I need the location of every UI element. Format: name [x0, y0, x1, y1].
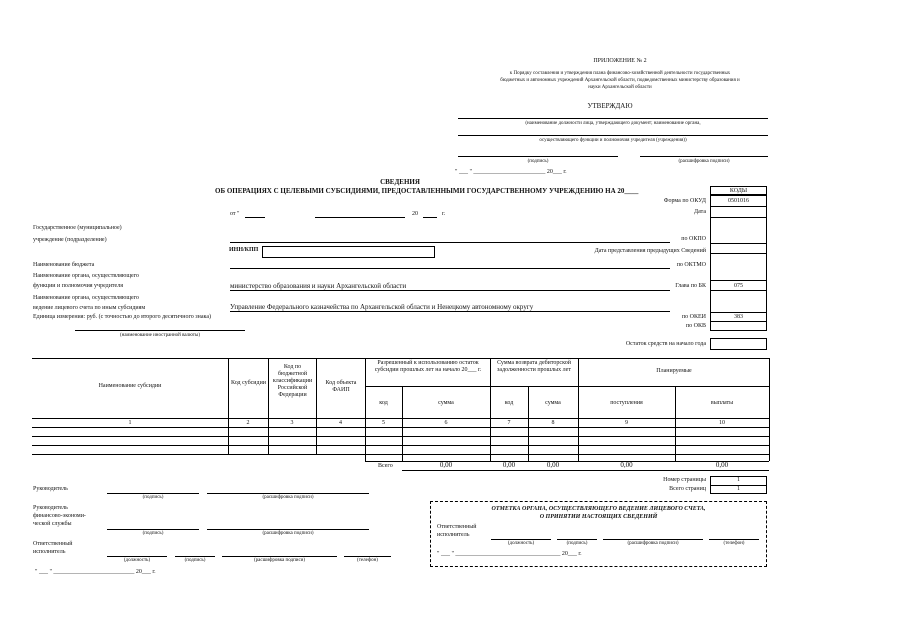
col-num-3: 3	[290, 420, 294, 426]
codes-header: КОДЫ	[729, 188, 748, 194]
approve-line-2	[458, 135, 768, 136]
balance-field[interactable]	[710, 338, 767, 350]
page-number: 1	[737, 477, 740, 483]
inst-line	[230, 242, 670, 243]
th-code-sub: код	[379, 400, 388, 406]
approve-caption-1: (наименование должности лица, утверждающего документ; наименование органа,	[525, 121, 701, 126]
currency-caption: (наименование иностранной валюты)	[120, 333, 200, 338]
appendix-title: ПРИЛОЖЕНИЕ № 2	[593, 58, 647, 64]
stamp-sign-caption: (подпись)	[566, 541, 588, 546]
okud-label: Форма по ОКУД	[663, 198, 706, 204]
exec-name-caption: (расшифровка подписи)	[253, 558, 306, 563]
total-col-8: 0,00	[546, 461, 560, 469]
organ-line	[230, 290, 670, 291]
th-sum-sub: сумма	[438, 400, 454, 406]
col-num-10: 10	[719, 420, 725, 426]
stamp-title-2: О ПРИНЯТИИ НАСТОЯЩИХ СВЕДЕНИЙ	[539, 514, 658, 520]
stamp-name-caption: (расшифровка подписи)	[627, 541, 679, 546]
prev-date-label: Дата представления предыдущих Сведений	[594, 248, 706, 254]
unit-label: Единица измерения: руб. (с точностью до второго десятичного знака)	[33, 314, 211, 320]
date-label: Дата	[694, 209, 706, 215]
organ-label-1: Наименование органа, осуществляющего	[33, 273, 139, 279]
document-title: СВЕДЕНИЯ	[380, 178, 420, 186]
fin-label-3: ческой службы	[33, 521, 72, 527]
treasury-label-2: ведение лицевого счета по иным субсидиям	[33, 305, 146, 311]
year-label: 20	[412, 211, 418, 217]
budget-label: Наименование бюджета	[33, 262, 95, 268]
th-budget-code: Код по бюджетной классификации Российской Федерации	[272, 364, 313, 398]
stamp-phone-caption: (телефон)	[723, 541, 745, 546]
currency-line	[75, 330, 245, 331]
codes-column	[710, 195, 767, 331]
approve-line-1	[458, 118, 768, 119]
col-num-8: 8	[551, 420, 555, 426]
budget-line	[230, 268, 670, 269]
total-col-10: 0,00	[715, 461, 729, 469]
exec-sign-caption: (подпись)	[184, 558, 206, 563]
year-line	[423, 217, 437, 218]
okei-label: по ОКЕИ	[681, 314, 706, 320]
month-line	[315, 217, 405, 218]
th-return: Сумма возврата дебиторской задолженности прошлых лет	[497, 360, 571, 373]
fin-label-2: финансово-экономи-	[33, 513, 86, 519]
exec-label-1: Ответственный	[33, 541, 73, 547]
th-code: Код субсидии	[231, 380, 266, 386]
appendix-line-3: науки Архангельской области	[588, 85, 652, 90]
total-label: Всего	[378, 463, 393, 469]
stamp-title-1: ОТМЕТКА ОРГАНА, ОСУЩЕСТВЛЯЮЩЕГО ВЕДЕНИЕ ЛИЦЕВОГО СЧЕТА,	[491, 506, 706, 512]
exec-label-2: исполнитель	[33, 549, 66, 555]
inn-field[interactable]	[262, 246, 435, 258]
signatures-date: " ___ " ___________________________ 20___ г.	[35, 569, 156, 575]
stamp-resp-2: исполнитель	[437, 532, 470, 538]
stamp-position-caption: (должность)	[507, 541, 535, 546]
from-label: от "	[230, 211, 240, 217]
inst-label-2: учреждение (подразделение)	[33, 237, 107, 243]
okei-value: 383	[734, 314, 743, 320]
page-number-label: Номер страницы	[663, 477, 706, 483]
col-num-6: 6	[444, 420, 448, 426]
total-col-6: 0,00	[439, 461, 453, 469]
appendix-line-2: бюджетных и автономных учреждений Архангельской области, подведомственных министерству образования и	[500, 78, 740, 83]
fin-label-1: Руководитель	[33, 505, 68, 511]
acceptance-stamp	[430, 501, 767, 567]
organ-value: министерство образования и науки Архангельской области	[230, 282, 407, 290]
appendix-line-1: к Порядку составления и утверждения плана финансово-хозяйственной деятельности государственных	[509, 71, 731, 76]
total-pages-label: Всего страниц	[669, 486, 706, 492]
col-num-7: 7	[507, 420, 511, 426]
total-pages: 1	[737, 486, 740, 492]
stamp-resp-1: Ответственный	[437, 524, 477, 530]
glava-value: 075	[734, 283, 743, 289]
th-sum-sub2: сумма	[545, 400, 561, 406]
th-planned: Планируемые	[656, 368, 692, 374]
exec-position-caption: (должность)	[123, 558, 151, 563]
treasury-value: Управление Федерального казначейства по Архангельской области и Ненецкому автономному округу	[230, 303, 534, 311]
inn-label: ИНН/КПП	[229, 247, 259, 253]
organ-label-2: функции и полномочия учредителя	[33, 283, 123, 289]
approve-sign-line	[458, 156, 618, 157]
okv-label: по ОКВ	[685, 323, 706, 329]
approve-caption-2: осуществляющего функции и полномочия учредителя (учреждения))	[539, 138, 687, 143]
fin-name-caption: (расшифровка подписи)	[262, 531, 314, 536]
table-top	[32, 358, 769, 359]
col-num-5: 5	[382, 420, 385, 426]
approve-title: УТВЕРЖДАЮ	[587, 102, 633, 110]
approve-sign-caption: (подпись)	[527, 159, 549, 164]
codes-header-cell	[710, 186, 767, 195]
day-line	[245, 217, 265, 218]
okud-value: 0501016	[728, 198, 749, 204]
th-name: Наименование субсидии	[98, 383, 162, 389]
document-subtitle: ОБ ОПЕРАЦИЯХ С ЦЕЛЕВЫМИ СУБСИДИЯМИ, ПРЕДОСТАВЛЕННЫМИ ГОСУДАРСТВЕННОМУ УЧРЕЖДЕНИЮ НА 20____	[215, 187, 639, 195]
th-payments: выплаты	[710, 400, 734, 406]
fin-sign-caption: (подпись)	[142, 531, 164, 536]
th-code-sub2: код	[504, 400, 514, 406]
oktmo-label: по ОКТМО	[676, 262, 706, 268]
head-name-caption: (расшифровка подписи)	[262, 495, 314, 500]
inst-label-1: Государственное (муниципальное)	[33, 225, 122, 231]
head-sign-caption: (подпись)	[142, 495, 164, 500]
th-faip: Код объекта ФАИП	[325, 380, 357, 393]
glava-label: Глава по БК	[675, 283, 706, 289]
treasury-label-1: Наименование органа, осуществляющего	[33, 295, 139, 301]
approve-name-line	[640, 156, 768, 157]
col-num-4: 4	[339, 420, 342, 426]
treasury-line	[230, 311, 670, 312]
exec-phone-caption: (телефон)	[357, 558, 378, 563]
col-num-9: 9	[625, 420, 628, 426]
approve-name-caption: (расшифровка подписи)	[678, 159, 730, 164]
head-label: Руководитель	[33, 486, 68, 492]
balance-label: Остаток средств на начало года	[625, 341, 706, 347]
th-permitted: Разрешенный к использованию остаток субсидии прошлых лет на начало 20___ г.	[374, 360, 482, 373]
stamp-date: " ___ " ___________________________________ 20___ г.	[437, 551, 582, 557]
col-num-2: 2	[246, 420, 250, 426]
total-col-9: 0,00	[620, 461, 633, 469]
approve-date: " ___ " ________________________ 20___ г.	[455, 169, 567, 175]
okpo-label: по ОКПО	[681, 236, 706, 242]
total-col-7: 0,00	[502, 461, 516, 469]
year-suffix: г.	[442, 211, 446, 217]
col-num-1: 1	[128, 420, 132, 426]
th-income: поступления	[610, 400, 643, 406]
